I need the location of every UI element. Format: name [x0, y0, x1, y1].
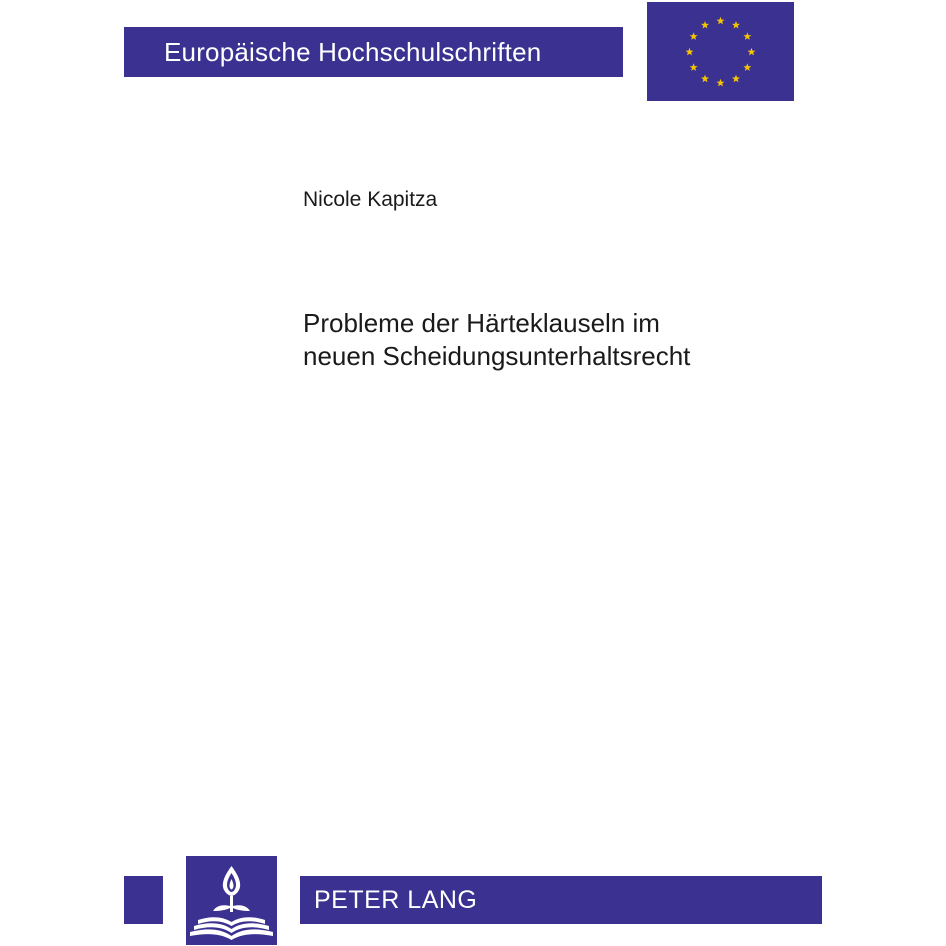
book-title-line-1: Probleme der Härteklauseln im — [303, 308, 660, 338]
peter-lang-logo-icon — [186, 856, 277, 945]
star-icon — [717, 79, 725, 87]
star-icon — [743, 63, 751, 71]
star-icon — [690, 32, 698, 40]
book-flame-logo — [186, 856, 277, 945]
series-title: Europäische Hochschulschriften — [164, 37, 542, 67]
star-icon — [717, 17, 725, 25]
book-title — [303, 307, 863, 373]
star-icon — [748, 48, 756, 56]
decorative-square — [124, 876, 163, 924]
series-banner — [124, 27, 623, 77]
publisher-banner — [300, 876, 822, 924]
star-icon — [701, 75, 709, 83]
eu-stars-circle — [647, 2, 794, 101]
star-icon — [686, 48, 694, 56]
star-icon — [690, 63, 698, 71]
book-title-line-2: neuen Scheidungsunterhaltsrecht — [303, 341, 691, 371]
star-icon — [732, 21, 740, 29]
star-icon — [743, 32, 751, 40]
publisher-name: PETER LANG — [314, 886, 478, 914]
star-icon — [732, 75, 740, 83]
author-name: Nicole Kapitza — [303, 188, 438, 211]
star-icon — [701, 21, 709, 29]
eu-flag-icon — [647, 2, 794, 101]
